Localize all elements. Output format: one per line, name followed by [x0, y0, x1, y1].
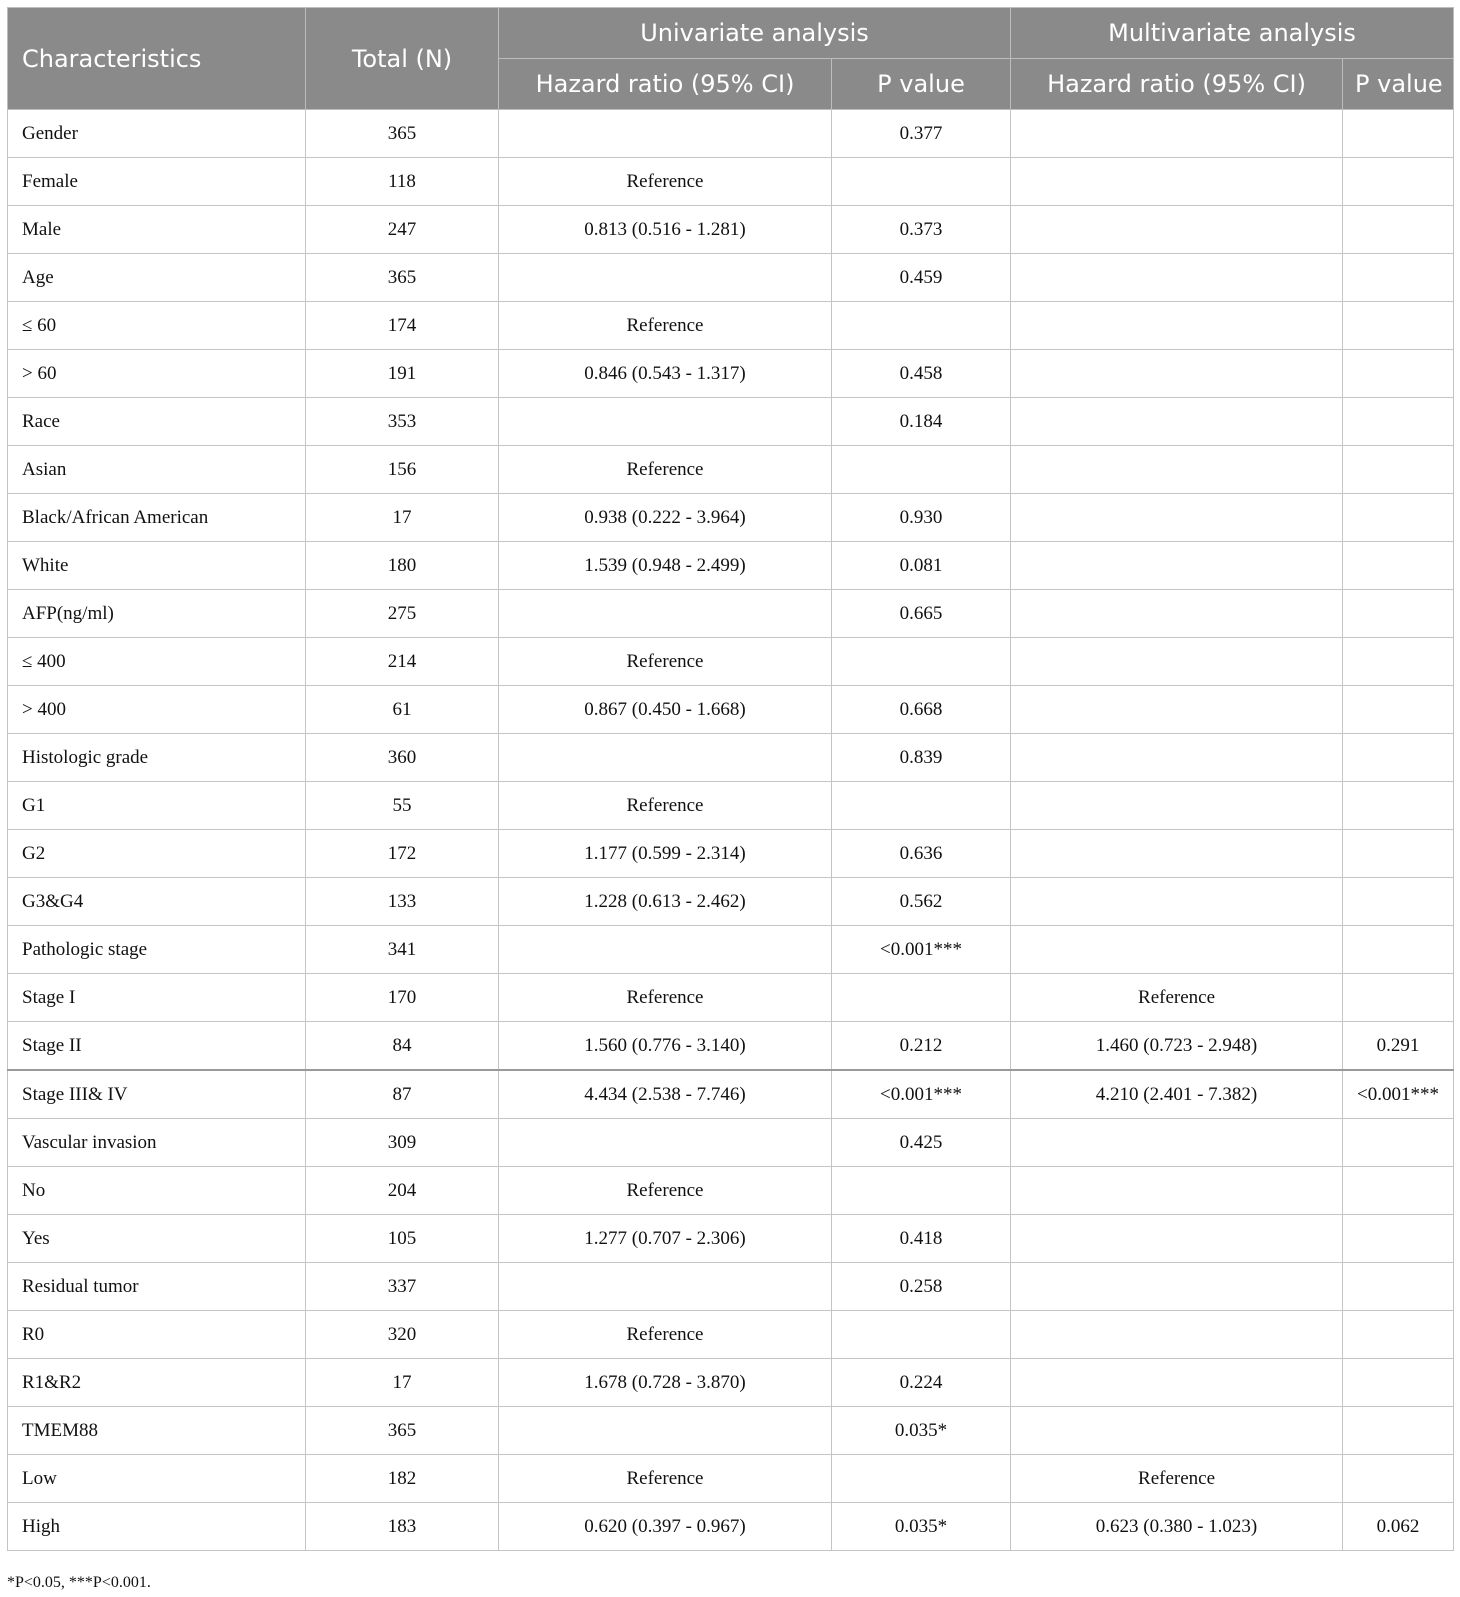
cell-multivariate-p: [1343, 1119, 1454, 1167]
cell-univariate-hr: Reference: [499, 1311, 832, 1359]
cell-multivariate-hr: [1011, 446, 1343, 494]
cell-total: 84: [306, 1022, 499, 1071]
cell-multivariate-hr: Reference: [1011, 974, 1343, 1022]
cell-characteristic: Race: [8, 398, 306, 446]
cell-univariate-p: 0.459: [832, 254, 1011, 302]
cell-multivariate-p: [1343, 1359, 1454, 1407]
cell-multivariate-hr: 0.623 (0.380 - 1.023): [1011, 1503, 1343, 1551]
cell-univariate-p: 0.636: [832, 830, 1011, 878]
cell-multivariate-p: [1343, 1215, 1454, 1263]
cell-multivariate-hr: [1011, 1215, 1343, 1263]
cell-univariate-p: 0.212: [832, 1022, 1011, 1071]
cell-characteristic: ≤ 400: [8, 638, 306, 686]
cell-multivariate-p: [1343, 1263, 1454, 1311]
cell-multivariate-hr: [1011, 590, 1343, 638]
cell-multivariate-hr: [1011, 254, 1343, 302]
table-row: [8, 782, 1454, 830]
cell-univariate-hr: 0.846 (0.543 - 1.317): [499, 350, 832, 398]
table-row: [8, 638, 1454, 686]
cell-multivariate-hr: [1011, 110, 1343, 158]
cell-total: 365: [306, 110, 499, 158]
cell-total: 360: [306, 734, 499, 782]
cell-multivariate-hr: [1011, 686, 1343, 734]
cell-univariate-p: 0.418: [832, 1215, 1011, 1263]
cell-multivariate-p: [1343, 110, 1454, 158]
cell-univariate-hr: Reference: [499, 1455, 832, 1503]
cell-univariate-hr: [499, 1263, 832, 1311]
table-row: [8, 1311, 1454, 1359]
cell-univariate-p: 0.224: [832, 1359, 1011, 1407]
cell-multivariate-hr: [1011, 398, 1343, 446]
cell-multivariate-hr: [1011, 542, 1343, 590]
table-header: [8, 8, 1454, 110]
cell-multivariate-p: [1343, 782, 1454, 830]
cell-multivariate-p: [1343, 494, 1454, 542]
cell-multivariate-hr: Reference: [1011, 1455, 1343, 1503]
table-body: [8, 110, 1454, 1551]
cell-univariate-hr: Reference: [499, 302, 832, 350]
cell-univariate-hr: [499, 110, 832, 158]
cell-total: 87: [306, 1070, 499, 1119]
cell-characteristic: Female: [8, 158, 306, 206]
table-row: [8, 1070, 1454, 1119]
cell-multivariate-p: [1343, 446, 1454, 494]
cell-total: 118: [306, 158, 499, 206]
cell-multivariate-hr: [1011, 1359, 1343, 1407]
cell-univariate-hr: 1.228 (0.613 - 2.462): [499, 878, 832, 926]
cell-characteristic: Histologic grade: [8, 734, 306, 782]
cell-characteristic: Asian: [8, 446, 306, 494]
header-multivariate-hr: Hazard ratio (95% CI): [1011, 59, 1343, 110]
cell-univariate-p: 0.035*: [832, 1503, 1011, 1551]
header-multivariate-p: P value: [1343, 59, 1454, 110]
cell-total: 247: [306, 206, 499, 254]
cell-total: 353: [306, 398, 499, 446]
cell-univariate-hr: Reference: [499, 638, 832, 686]
cell-multivariate-p: [1343, 830, 1454, 878]
cell-total: 341: [306, 926, 499, 974]
cell-multivariate-p: [1343, 398, 1454, 446]
cell-multivariate-hr: [1011, 830, 1343, 878]
cell-characteristic: Vascular invasion: [8, 1119, 306, 1167]
cell-univariate-p: 0.377: [832, 110, 1011, 158]
cell-multivariate-p: [1343, 158, 1454, 206]
table-row: [8, 302, 1454, 350]
cell-univariate-hr: 1.539 (0.948 - 2.499): [499, 542, 832, 590]
cell-multivariate-hr: [1011, 734, 1343, 782]
cell-multivariate-p: [1343, 878, 1454, 926]
cell-univariate-p: 0.665: [832, 590, 1011, 638]
cell-total: 214: [306, 638, 499, 686]
table-row: [8, 830, 1454, 878]
header-univariate-hr: Hazard ratio (95% CI): [499, 59, 832, 110]
table-row: [8, 590, 1454, 638]
table-row: [8, 1455, 1454, 1503]
cell-total: 61: [306, 686, 499, 734]
cell-characteristic: White: [8, 542, 306, 590]
table-row: [8, 350, 1454, 398]
cell-multivariate-hr: [1011, 494, 1343, 542]
header-univariate-p: P value: [832, 59, 1011, 110]
table-row: [8, 206, 1454, 254]
cell-multivariate-p: [1343, 926, 1454, 974]
cell-multivariate-hr: [1011, 206, 1343, 254]
cell-univariate-p: [832, 974, 1011, 1022]
table-row: [8, 158, 1454, 206]
cell-univariate-p: [832, 1311, 1011, 1359]
cell-characteristic: > 60: [8, 350, 306, 398]
cell-total: 191: [306, 350, 499, 398]
cell-characteristic: TMEM88: [8, 1407, 306, 1455]
cell-univariate-p: [832, 302, 1011, 350]
cell-characteristic: G3&G4: [8, 878, 306, 926]
cell-multivariate-hr: [1011, 350, 1343, 398]
table-row: [8, 878, 1454, 926]
cell-total: 320: [306, 1311, 499, 1359]
cell-characteristic: Age: [8, 254, 306, 302]
cell-total: 275: [306, 590, 499, 638]
cell-univariate-hr: 1.277 (0.707 - 2.306): [499, 1215, 832, 1263]
cell-multivariate-p: [1343, 542, 1454, 590]
cell-multivariate-p: [1343, 686, 1454, 734]
cell-univariate-hr: Reference: [499, 782, 832, 830]
header-univariate: Univariate analysis: [499, 8, 1011, 59]
header-row-1: [8, 8, 1454, 59]
cell-characteristic: Black/African American: [8, 494, 306, 542]
cell-univariate-p: 0.425: [832, 1119, 1011, 1167]
cell-characteristic: Stage I: [8, 974, 306, 1022]
cell-multivariate-hr: [1011, 1407, 1343, 1455]
cell-univariate-p: [832, 446, 1011, 494]
cell-total: 204: [306, 1167, 499, 1215]
cell-total: 182: [306, 1455, 499, 1503]
cell-multivariate-hr: 1.460 (0.723 - 2.948): [1011, 1022, 1343, 1071]
table-row: [8, 734, 1454, 782]
table-row: [8, 398, 1454, 446]
cell-multivariate-hr: [1011, 1119, 1343, 1167]
cell-univariate-p: 0.562: [832, 878, 1011, 926]
cell-univariate-p: 0.458: [832, 350, 1011, 398]
cell-univariate-p: 0.035*: [832, 1407, 1011, 1455]
cell-characteristic: Male: [8, 206, 306, 254]
cell-univariate-hr: Reference: [499, 974, 832, 1022]
cell-multivariate-hr: [1011, 1263, 1343, 1311]
cell-univariate-p: [832, 1167, 1011, 1215]
cell-characteristic: AFP(ng/ml): [8, 590, 306, 638]
cell-univariate-hr: [499, 398, 832, 446]
cell-characteristic: G2: [8, 830, 306, 878]
cell-multivariate-p: [1343, 590, 1454, 638]
cell-univariate-p: 0.373: [832, 206, 1011, 254]
cell-multivariate-p: [1343, 1311, 1454, 1359]
cell-multivariate-hr: [1011, 1167, 1343, 1215]
header-total: Total (N): [306, 8, 499, 110]
table-row: [8, 1119, 1454, 1167]
cell-univariate-hr: [499, 926, 832, 974]
table-footnote: *P<0.05, ***P<0.001.: [7, 1574, 151, 1591]
cell-univariate-p: [832, 638, 1011, 686]
cell-characteristic: Stage II: [8, 1022, 306, 1071]
table-row: [8, 1407, 1454, 1455]
cell-total: 365: [306, 254, 499, 302]
cell-univariate-p: 0.668: [832, 686, 1011, 734]
cell-univariate-hr: [499, 734, 832, 782]
cell-univariate-p: 0.081: [832, 542, 1011, 590]
cell-univariate-p: 0.930: [832, 494, 1011, 542]
header-multivariate: Multivariate analysis: [1011, 8, 1454, 59]
cell-multivariate-hr: [1011, 782, 1343, 830]
cell-multivariate-p: [1343, 974, 1454, 1022]
cell-characteristic: Pathologic stage: [8, 926, 306, 974]
cell-multivariate-hr: [1011, 638, 1343, 686]
cell-univariate-hr: [499, 254, 832, 302]
cell-univariate-hr: 0.813 (0.516 - 1.281): [499, 206, 832, 254]
cox-regression-table: [7, 7, 1454, 1551]
cell-univariate-hr: [499, 590, 832, 638]
cell-multivariate-p: [1343, 734, 1454, 782]
cell-multivariate-p: [1343, 254, 1454, 302]
cell-total: 55: [306, 782, 499, 830]
cell-univariate-hr: Reference: [499, 446, 832, 494]
table-row: [8, 686, 1454, 734]
cell-univariate-hr: 4.434 (2.538 - 7.746): [499, 1070, 832, 1119]
cell-univariate-hr: [499, 1407, 832, 1455]
cell-multivariate-p: [1343, 350, 1454, 398]
cell-total: 337: [306, 1263, 499, 1311]
cell-characteristic: Yes: [8, 1215, 306, 1263]
table-row: [8, 254, 1454, 302]
cell-total: 156: [306, 446, 499, 494]
cell-total: 172: [306, 830, 499, 878]
cell-univariate-p: 0.839: [832, 734, 1011, 782]
cell-total: 17: [306, 494, 499, 542]
cell-multivariate-p: [1343, 206, 1454, 254]
cell-characteristic: > 400: [8, 686, 306, 734]
cell-univariate-p: <0.001***: [832, 926, 1011, 974]
cell-multivariate-p: <0.001***: [1343, 1070, 1454, 1119]
cell-univariate-p: 0.258: [832, 1263, 1011, 1311]
cell-univariate-p: <0.001***: [832, 1070, 1011, 1119]
cell-univariate-hr: 1.177 (0.599 - 2.314): [499, 830, 832, 878]
header-characteristics: Characteristics: [8, 8, 306, 110]
cell-univariate-hr: 1.678 (0.728 - 3.870): [499, 1359, 832, 1407]
table-row: [8, 1263, 1454, 1311]
results-table-container: [7, 7, 1453, 1551]
cell-total: 170: [306, 974, 499, 1022]
cell-multivariate-p: 0.062: [1343, 1503, 1454, 1551]
table-row: [8, 974, 1454, 1022]
cell-univariate-hr: 0.867 (0.450 - 1.668): [499, 686, 832, 734]
cell-multivariate-hr: [1011, 158, 1343, 206]
cell-characteristic: No: [8, 1167, 306, 1215]
table-row: [8, 1359, 1454, 1407]
table-row: [8, 1503, 1454, 1551]
cell-characteristic: Residual tumor: [8, 1263, 306, 1311]
cell-total: 133: [306, 878, 499, 926]
cell-univariate-p: [832, 158, 1011, 206]
cell-multivariate-p: [1343, 1167, 1454, 1215]
cell-multivariate-p: 0.291: [1343, 1022, 1454, 1071]
cell-univariate-hr: Reference: [499, 1167, 832, 1215]
cell-total: 183: [306, 1503, 499, 1551]
cell-univariate-hr: 0.620 (0.397 - 0.967): [499, 1503, 832, 1551]
cell-multivariate-p: [1343, 1455, 1454, 1503]
cell-characteristic: ≤ 60: [8, 302, 306, 350]
cell-total: 309: [306, 1119, 499, 1167]
cell-multivariate-hr: [1011, 1311, 1343, 1359]
table-row: [8, 1022, 1454, 1071]
cell-total: 174: [306, 302, 499, 350]
cell-univariate-hr: 1.560 (0.776 - 3.140): [499, 1022, 832, 1071]
cell-univariate-p: [832, 1455, 1011, 1503]
cell-univariate-p: [832, 782, 1011, 830]
cell-characteristic: High: [8, 1503, 306, 1551]
cell-multivariate-p: [1343, 1407, 1454, 1455]
cell-characteristic: R1&R2: [8, 1359, 306, 1407]
table-row: [8, 1215, 1454, 1263]
cell-univariate-hr: 0.938 (0.222 - 3.964): [499, 494, 832, 542]
cell-multivariate-p: [1343, 302, 1454, 350]
cell-multivariate-p: [1343, 638, 1454, 686]
cell-total: 180: [306, 542, 499, 590]
cell-total: 105: [306, 1215, 499, 1263]
table-row: [8, 494, 1454, 542]
cell-multivariate-hr: 4.210 (2.401 - 7.382): [1011, 1070, 1343, 1119]
cell-multivariate-hr: [1011, 926, 1343, 974]
table-row: [8, 926, 1454, 974]
table-row: [8, 542, 1454, 590]
cell-characteristic: Gender: [8, 110, 306, 158]
table-row: [8, 446, 1454, 494]
cell-characteristic: Low: [8, 1455, 306, 1503]
cell-multivariate-hr: [1011, 302, 1343, 350]
cell-univariate-hr: [499, 1119, 832, 1167]
cell-total: 365: [306, 1407, 499, 1455]
table-row: [8, 1167, 1454, 1215]
table-row: [8, 110, 1454, 158]
cell-univariate-hr: Reference: [499, 158, 832, 206]
cell-characteristic: G1: [8, 782, 306, 830]
cell-characteristic: R0: [8, 1311, 306, 1359]
cell-univariate-p: 0.184: [832, 398, 1011, 446]
cell-characteristic: Stage III& IV: [8, 1070, 306, 1119]
cell-total: 17: [306, 1359, 499, 1407]
cell-multivariate-hr: [1011, 878, 1343, 926]
